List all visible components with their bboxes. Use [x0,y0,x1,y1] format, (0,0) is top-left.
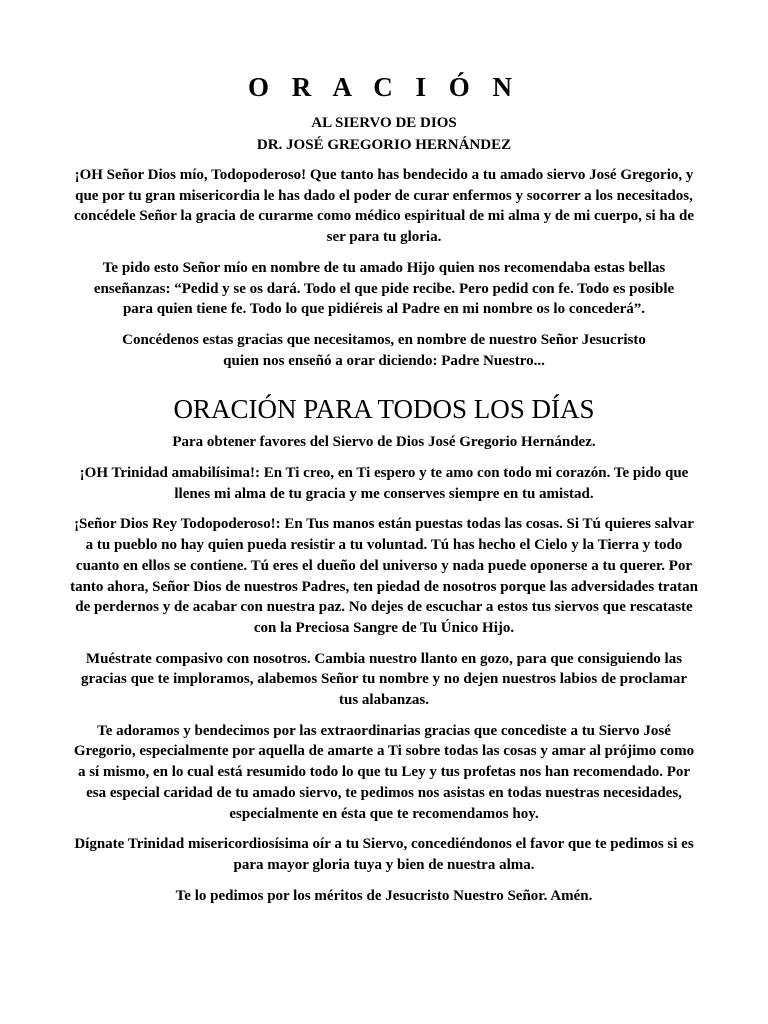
prayer-subtitle-1: AL SIERVO DE DIOS [311,115,457,131]
prayer-paragraph: Te pido esto Señor mío en nombre de tu amado Hijo quien nos recomendaba estas bellas enseñanzas: “Pedid y se os dará. Todo el que pide recibe. Pero pedid con fe. Todo es posible para quien tiene fe. Todo lo que pidiéreis al Padre en mi nombre os lo concederá”. [93,259,675,318]
prayer-paragraph: ¡Señor Dios Rey Todopoderoso!: En Tus manos están puestas todas las cosas. Si Tú quieres salvar a tu pueblo no hay quien pueda resistir a tu voluntad. Tú has hecho el Cielo y la Tierra y todo cuanto en ellos se contiene. Tú eres el dueño del universo y nada puede oponerse a tu querer. Por tanto ahora, Señor Dios de nuestros Padres, ten piedad de nosotros porque las adversidades tratan de perdernos y de acabar con nuestra paz. No dejes de escuchar a estos tus siervos que rescataste con la Preciosa Sangre de Tu Único Hijo. [70,516,698,636]
prayer-paragraph: ¡OH Señor Dios mío, Todopoderoso! Que tanto has bendecido a tu amado siervo José Gregorio, y que por tu gran misericordia le has dado el poder de curar enfermos y socorrer a los necesitados, concédele Señor la gracia de curarme como médico espiritual de mi alma y de mi cuerpo, si ha de ser para tu gloria. [73,167,695,246]
prayer-paragraph: Concédenos estas gracias que necesitamos, en nombre de nuestro Señor Jesucristo quien nos enseñó a orar diciendo: Padre Nuestro... [122,331,646,369]
prayer-title: O R A C I Ó N [247,72,521,102]
section-title: ORACIÓN PARA TODOS LOS DÍAS [173,394,595,425]
prayer-paragraph: Dígnate Trinidad misericordiosísima oír a tu Siervo, concediéndonos el favor que te pedimos si es para mayor gloria tuya y bien de nuestra alma. [74,836,694,873]
prayer-paragraph: Muéstrate compasivo con nosotros. Cambia nuestro llanto en gozo, para que consiguiendo las gracias que te imploramos, alabemos Señor tu nombre y no dejen nuestros labios de proclamar tus alabanzas. [81,650,687,709]
prayer-subtitle-2: DR. JOSÉ GREGORIO HERNÁNDEZ [256,137,512,153]
prayer-closing: Te lo pedimos por los méritos de Jesucristo Nuestro Señor. Amén. [175,887,593,904]
prayer-paragraph: ¡OH Trinidad amabilísima!: En Ti creo, en Ti espero y te amo con todo mi corazón. Te pido que llenes mi alma de tu gracia y me conserves siempre en tu amistad. [79,465,689,502]
section-intro: Para obtener favores del Siervo de Dios José Gregorio Hernández. [172,434,596,451]
prayer-paragraph: Te adoramos y bendecimos por las extraordinarias gracias que concediste a tu Siervo José Gregorio, especialmente por aquella de amarte a Ti sobre todas las cosas y amar al prójimo como a sí mismo, en lo cual está resumido todo lo que tu Ley y tus profetas nos han recomendado. Por esa especial caridad de tu amado siervo, te pedimos nos asistas en todas nuestras necesidades, especialmente en ésta que te recomendamos hoy. [73,722,695,822]
